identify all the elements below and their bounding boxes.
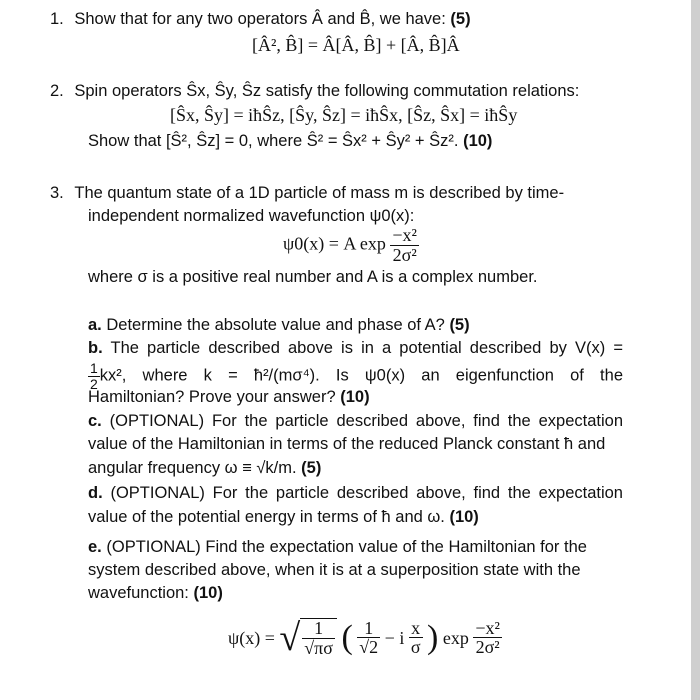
q3e-sqrt-den: √πσ — [304, 637, 333, 658]
q3-where: where σ is a positive real number and A is a complex number. — [88, 268, 538, 286]
q3e-line1 — [88, 536, 587, 558]
q3a-line — [88, 314, 470, 336]
left-paren-icon: ( — [341, 618, 353, 656]
q1-line — [50, 8, 471, 30]
q3-intro1: The quantum state of a 1D particle of mass m is described by time- — [74, 184, 565, 202]
q3d-points: (10) — [449, 508, 479, 526]
q3d-line1 — [88, 482, 623, 504]
q3-wavefunction — [283, 226, 419, 265]
q3c-label: c. — [88, 412, 102, 430]
page-edge — [691, 0, 700, 700]
q3e-sqrt-body — [300, 618, 337, 658]
q3c-line3 — [88, 457, 321, 479]
q3b-half-den: 2 — [90, 375, 98, 392]
q3e-label: e. — [88, 538, 102, 556]
q3e-equation — [228, 618, 502, 658]
q3e-f2 — [409, 619, 423, 658]
q2-text: Spin operators Ŝx, Ŝy, Ŝz satisfy the following commutation relations: — [74, 82, 580, 100]
q3d-text2: value of the potential energy in terms of ħ and ω. — [88, 508, 445, 526]
q3e-sqrt-frac — [302, 619, 335, 658]
q3a-label: a. — [88, 316, 102, 334]
q3b-line3 — [88, 386, 370, 408]
q3e-points: (10) — [193, 584, 223, 602]
q3b-text2: kx², where k = ħ²/(mσ⁴). Is ψ0(x) an eigenfunction of the — [99, 366, 623, 385]
q1-equation: [Â², B̂] = Â[Â, B̂] + [Â, B̂]Â — [252, 35, 460, 55]
q3e-sqrt-num: 1 — [302, 619, 335, 639]
q3-number: 3. — [50, 184, 64, 202]
q3e-f3 — [473, 619, 502, 658]
q3e-f1-num: 1 — [357, 619, 380, 639]
right-paren-icon: ) — [427, 618, 439, 656]
q3-wf-fraction — [390, 226, 419, 265]
q3e-exp: exp — [442, 627, 469, 648]
q3b-text3: Hamiltonian? Prove your answer? — [88, 388, 336, 406]
q2-line — [50, 80, 579, 102]
q3c-line1 — [88, 410, 623, 432]
q3e-f2-den: σ — [410, 637, 421, 658]
q3b-text1: The particle described above is in a potential described by V(x) = — [110, 339, 623, 357]
q3b-half-num: 1 — [90, 360, 98, 376]
q3e-f1-den: √2 — [359, 637, 379, 658]
q1-number: 1. — [50, 10, 64, 28]
q3c-line2: value of the Hamiltonian in terms of the reduced Planck constant ħ and — [88, 435, 606, 453]
q1-text: Show that for any two operators Â and B̂, we have: — [74, 10, 446, 28]
q3d-text1: (OPTIONAL) For the particle described above, find the expectation — [110, 484, 623, 502]
q3e-line3 — [88, 582, 223, 604]
q3e-mid: − i — [384, 627, 405, 648]
q3d-label: d. — [88, 484, 103, 502]
q3-wf-lhs: ψ0(x) = A exp — [283, 233, 386, 254]
sqrt-sign-icon: √ — [279, 616, 301, 659]
q3c-text3: angular frequency ω ≡ √k/m. — [88, 459, 297, 477]
q3b-label: b. — [88, 339, 103, 357]
q3-wf-den: 2σ² — [392, 244, 417, 265]
q3e-f3-num: −x² — [475, 617, 500, 638]
q3e-f3-den: 2σ² — [475, 637, 500, 658]
q2-number: 2. — [50, 82, 64, 100]
q3e-line2: system described above, when it is at a superposition state with the — [88, 561, 581, 579]
q2-show: Show that [Ŝ², Ŝz] = 0, where Ŝ² = Ŝx² + Ŝy² + Ŝz². — [88, 132, 459, 150]
q3-wf-num: −x² — [392, 225, 417, 245]
q3a-text: Determine the absolute value and phase of A? — [106, 316, 445, 334]
q3e-f2-num: x — [409, 619, 423, 639]
q3c-points: (5) — [301, 459, 322, 477]
q2-points: (10) — [463, 132, 493, 150]
q3-intro-line1 — [50, 182, 564, 204]
q3a-points: (5) — [449, 316, 470, 334]
q3c-text1: (OPTIONAL) For the particle described above, find the expectation — [109, 412, 623, 430]
q3e-text1: (OPTIONAL) Find the expectation value of the Hamiltonian for the — [106, 538, 587, 556]
q3e-eq-lhs: ψ(x) = — [228, 627, 275, 648]
q2-relations: [Ŝx, Ŝy] = iħŜz, [Ŝy, Ŝz] = iħŜx, [Ŝz, Ŝx] = iħŜy — [170, 105, 518, 125]
q1-points: (5) — [450, 10, 471, 28]
q3b-line1 — [88, 337, 623, 359]
q3e-f1 — [357, 619, 380, 658]
q3e-text3: wavefunction: — [88, 584, 189, 602]
q3-intro-line2: independent normalized wavefunction ψ0(x): — [88, 207, 415, 225]
q2-show-line — [88, 130, 492, 152]
q3d-line2 — [88, 506, 479, 528]
q3b-points: (10) — [340, 388, 370, 406]
